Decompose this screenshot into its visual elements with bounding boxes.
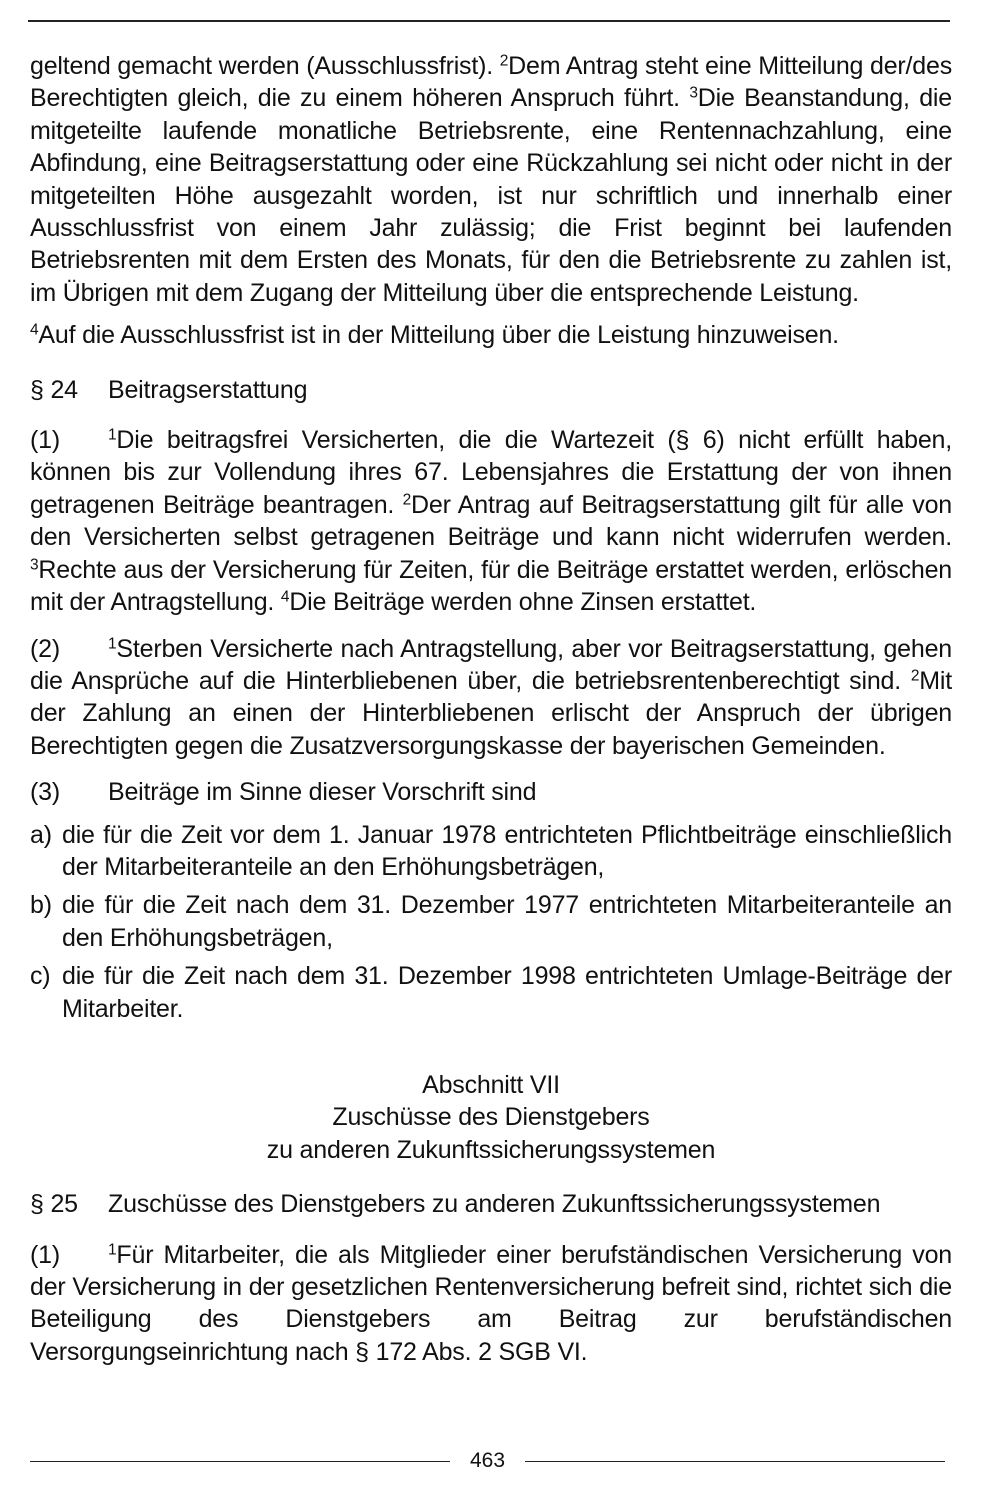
section-25-number: § 25: [30, 1190, 78, 1219]
section-7-subtitle-line-2: zu anderen Zukunftssicherungssystemen: [266, 1135, 716, 1164]
section-25-paragraph-1: (1) $^1$Für Mitarbeiter, die als Mitglieder einer berufständischen Versicherung von der Versicherung in der gesetzlichen Rentenversicherung befreit sind, richtet sich die Beteiligung des Dienstgebers am Beitrag zur berufständischen Versorgungseinrichtung nach § 172 Abs. 2 SGB VI.: [30, 1240, 952, 1366]
page-content: [30, 50, 952, 1368]
section-24-number: § 24: [30, 375, 78, 404]
section-25-title: Zuschüsse des Dienstgebers zu anderen Zukunftssicherungssystemen: [108, 1190, 881, 1219]
paragraph-23-continuation: geltend gemacht werden (Ausschlussfrist). $^2$Dem Antrag steht eine Mitteilung der/des Berechtigten gleich, die zu einem höheren Anspruch führt. $^3$Die Beanstandung, die mitgeteilte laufende monatliche Betriebsrente, eine Rentennachzahlung, eine Abfindung, eine Beitragserstattung oder eine Rückzahlung sei nicht oder nicht in der mitgeteilten Höhe ausgezahlt worden, ist nur schriftlich und innerhalb einer Ausschlussfrist von einem Jahr zulässig; die Frist beginnt bei laufenden Betriebsrenten mit dem Ersten des Monats, für den die Betriebsrente zu zahlen ist, im Übrigen mit dem Zugang der Mitteilung über die entsprechende Leistung.: [30, 52, 952, 307]
section-7-label: Abschnitt VII: [422, 1070, 560, 1099]
section-24-paragraph-2: (2) $^1$Sterben Versicherte nach Antragstellung, aber vor Beitragserstattung, gehen die Ansprüche auf die Hinterbliebenen über, die betriebsrentenberechtigt sind. $^2$Mit der Zahlung an einen der Hinterbliebenen erlischt der Anspruch der übrigen Berechtigten gegen die Zusatzversorgungskasse der bayerischen Gemeinden.: [30, 634, 952, 760]
section-25-heading: [30, 1188, 952, 1220]
list-item: b) die für die Zeit nach dem 31. Dezember 1977 entrichteten Mitarbeiteranteile an den Erhöhungsbeträgen,: [30, 891, 952, 952]
paragraph-23-sentence-4: $^4$Auf die Ausschlussfrist ist in der Mitteilung über die Leistung hinzuweisen.: [30, 321, 839, 350]
section-24-paragraph-3: (3) Beiträge im Sinne dieser Vorschrift sind: [30, 778, 537, 807]
section-24-paragraph-1: (1) $^1$Die beitragsfrei Versicherten, die die Wartezeit (§ 6) nicht erfüllt haben, können bis zur Vollendung ihres 67. Lebensjahres die Erstattung der von ihnen getragenen Beiträge beantragen. $^2$Der Antrag auf Beitragserstattung gilt für alle von den Versicherten selbst getragenen Beiträge und kann nicht widerrufen werden. $^3$Rechte aus der Versicherung für Zeiten, für die Beiträge erstattet werden, erlöschen mit der Antragstellung. $^4$Die Beiträge werden ohne Zinsen erstattet.: [30, 426, 952, 617]
page-footer: [30, 1447, 945, 1475]
list-item: a) die für die Zeit vor dem 1. Januar 1978 entrichteten Pflichtbeiträge einschließlich der Mitarbeiteranteile an den Erhöhungsbeträgen,: [30, 820, 952, 881]
section-24-title: Beitragserstattung: [108, 375, 308, 404]
list-item: c) die für die Zeit nach dem 31. Dezember 1998 entrichteten Umlage-Beiträge der Mitarbeiter.: [30, 962, 952, 1023]
section-7-subtitle-line-1: Zuschüsse des Dienstgebers: [332, 1103, 650, 1132]
top-rule: [28, 20, 950, 22]
section-24-heading: [30, 374, 952, 406]
footer-rule-right: [525, 1461, 945, 1462]
section-7-title: [30, 1069, 952, 1166]
page-number: 463: [469, 1449, 506, 1472]
